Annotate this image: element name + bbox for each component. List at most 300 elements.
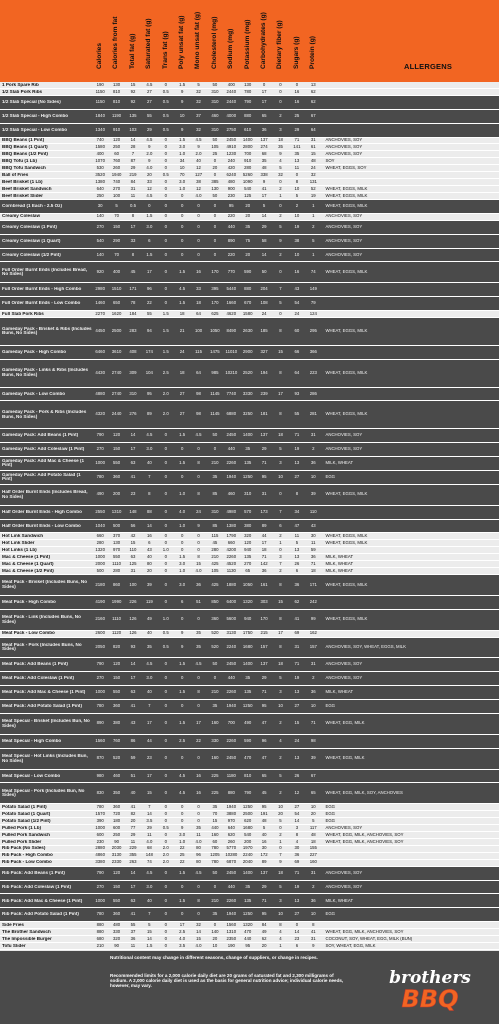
- nutrient-value: 1.5: [146, 943, 153, 948]
- nutrient-value: 2900: [242, 349, 253, 354]
- nutrient-value: 27: [294, 912, 300, 917]
- nutrient-value: 16: [196, 773, 201, 778]
- nutrient-value: 19: [294, 676, 300, 681]
- table-row: [0, 506, 499, 520]
- nutrient-value: 120: [113, 662, 121, 667]
- table-row: [0, 82, 499, 89]
- nutrient-value: 2980: [95, 287, 105, 292]
- table-row: [0, 138, 499, 145]
- nutrient-value: 2.0: [162, 853, 169, 858]
- nutrient-value: 0: [197, 912, 200, 917]
- item-name: Meat Pack: Add Beans (1 Pint): [2, 662, 68, 667]
- table-row: [0, 860, 499, 867]
- nutrient-value: 18: [278, 662, 283, 667]
- nutrient-value: 350: [113, 790, 121, 795]
- nutrient-value: 0: [164, 804, 167, 809]
- nutrient-value: 29: [146, 127, 152, 132]
- nutrient-value: 35: [245, 884, 251, 889]
- nutrient-value: 5: [279, 818, 282, 823]
- nutrient-value: 38: [294, 238, 300, 243]
- nutrient-value: 0: [197, 547, 200, 552]
- nutrient-value: 85: [212, 523, 218, 528]
- item-name: Meat Special - High Combo: [2, 738, 62, 743]
- nutrient-value: 5: [279, 676, 282, 681]
- nutrient-value: 40: [130, 790, 136, 795]
- nutrient-value: 3250: [242, 412, 253, 417]
- nutrient-value: 0: [180, 252, 184, 257]
- table-row: [0, 110, 499, 124]
- nutrient-value: 4320: [95, 412, 105, 417]
- column-header-label: Carbohydrates (g): [260, 12, 267, 69]
- nutrient-value: 18: [278, 433, 283, 438]
- nutrient-value: 0: [279, 270, 282, 274]
- item-name: The Brother Sandwich: [2, 929, 51, 934]
- nutrient-value: 49: [146, 617, 152, 622]
- nutrient-value: 1.5: [179, 461, 186, 466]
- nutrient-value: 970: [227, 818, 235, 823]
- nutrient-value: 37: [130, 929, 136, 934]
- nutrient-value: 10: [310, 804, 316, 809]
- item-name: Full Slab Pork Ribs: [2, 311, 44, 316]
- nutrient-value: 1.0: [162, 617, 169, 622]
- nutrient-value: 1190: [111, 113, 122, 118]
- nutrient-value: 600: [113, 825, 121, 830]
- table-row: [0, 561, 499, 568]
- nutrient-value: 540: [96, 238, 104, 243]
- nutrient-value: 15: [196, 561, 201, 566]
- nutrient-value: 4.0: [195, 193, 202, 198]
- nutrient-value: 310: [244, 492, 252, 497]
- nutrient-value: 22: [179, 846, 185, 851]
- nutrient-value: 520: [113, 756, 121, 761]
- table-row: [0, 770, 499, 784]
- nutrient-value: 295: [309, 329, 317, 334]
- nutrient-value: 1000: [95, 825, 105, 830]
- nutrient-value: 0.5: [162, 113, 169, 118]
- nutrient-value: 780: [96, 912, 104, 917]
- nutrient-value: 0: [197, 617, 200, 622]
- nutrient-value: 1150: [95, 89, 105, 94]
- item-name: Gameday Pack: Add Mac & Cheese (1 Pint): [2, 458, 85, 468]
- nutrient-value: 4.0: [146, 165, 153, 170]
- table-row: [0, 533, 499, 540]
- nutrient-value: 124: [309, 311, 317, 316]
- nutrient-value: 3.0: [179, 179, 186, 184]
- nutrient-value: 1000: [95, 554, 105, 559]
- nutrient-value: 135: [244, 690, 252, 695]
- nutrient-value: 1.5: [162, 329, 169, 334]
- nutrient-value: 17: [130, 676, 136, 681]
- nutrient-value: 36: [310, 690, 316, 695]
- nutrient-value: 6880: [226, 412, 237, 417]
- nutrient-value: 1880: [226, 582, 237, 587]
- allergen-list: WHEAT, EGG, MILK: [325, 756, 365, 761]
- table-row: [0, 89, 499, 96]
- nutrient-value: 40: [146, 898, 152, 903]
- nutrient-value: 29: [146, 825, 152, 830]
- nutrient-value: 171: [309, 582, 317, 587]
- nutrient-value: 14: [146, 936, 152, 941]
- nutrient-value: 6: [148, 238, 151, 243]
- nutrient-value: 125: [244, 193, 252, 198]
- nutrient-value: 660: [227, 540, 235, 545]
- nutrient-value: 17: [130, 447, 136, 452]
- nutrient-value: 36: [196, 582, 201, 587]
- nutrient-value: 94: [146, 329, 152, 334]
- nutrient-value: 227: [309, 853, 317, 858]
- nutrient-value: 17: [261, 89, 267, 94]
- allergen-list: ANCHOVIES, SOY: [325, 252, 363, 257]
- allergen-list: ANCHOVIES, SOY: [325, 884, 363, 889]
- nutrient-value: 140: [211, 929, 219, 934]
- nutrient-value: 19: [294, 884, 300, 889]
- allergen-list: EGG: [325, 474, 336, 479]
- nutrient-value: 29: [130, 165, 136, 170]
- nutrient-value: 29: [261, 884, 267, 889]
- nutrient-value: 5: [279, 224, 282, 229]
- nutrient-value: 2: [279, 756, 282, 761]
- nutrient-value: 0: [213, 922, 217, 927]
- nutrient-value: 24: [196, 509, 201, 514]
- nutrient-value: 35: [196, 825, 201, 830]
- nutrient-value: 60: [212, 839, 218, 844]
- nutrient-value: 137: [260, 433, 268, 438]
- nutrient-value: 74: [310, 270, 316, 274]
- allergen-list: WHEAT, EGG, MILK, SOY, ANCHOVIES: [325, 790, 403, 795]
- nutrient-value: 360: [113, 912, 121, 917]
- item-name: BBQ Beans (1/2 Pint): [2, 151, 48, 156]
- column-header: [96, 2, 104, 76]
- nutrient-value: 89: [261, 860, 267, 865]
- nutrient-value: 28: [130, 145, 136, 150]
- nutrient-value: 440: [227, 884, 235, 889]
- nutrient-value: 1840: [95, 113, 105, 118]
- nutrient-value: 550: [113, 690, 121, 695]
- nutrient-value: 1.5: [146, 252, 153, 257]
- table-row: [0, 811, 499, 818]
- nutrient-value: 0: [164, 870, 167, 875]
- nutrient-value: 0: [197, 204, 200, 209]
- item-name: Meat Pack - Low Combo: [2, 631, 55, 636]
- svg-text:BBQ: BBQ: [401, 985, 459, 1013]
- nutrient-value: 59: [310, 547, 316, 552]
- nutrient-value: 860: [113, 582, 121, 587]
- nutrient-value: 39: [310, 492, 316, 497]
- nutrient-value: 4450: [95, 329, 105, 334]
- nutrient-value: 126: [129, 631, 137, 636]
- nutrient-value: 2450: [226, 138, 237, 143]
- item-name: Creamy Coleslaw (1/2 Pint): [2, 252, 61, 257]
- column-header: [178, 2, 186, 76]
- nutrient-value: 620: [244, 818, 252, 823]
- nutrient-value: 1680: [242, 825, 253, 830]
- nutrient-value: 2440: [111, 412, 122, 417]
- nutrient-value: 98: [196, 391, 201, 396]
- nutrient-value: 8: [312, 922, 315, 927]
- column-header: [162, 2, 170, 76]
- nutrient-value: 6240: [226, 172, 237, 177]
- nutrient-value: 5: [312, 238, 315, 243]
- nutrient-value: 22: [179, 860, 185, 865]
- nutrient-value: 9: [180, 99, 184, 104]
- nutrient-value: 54: [294, 301, 300, 306]
- nutrient-value: 32: [196, 89, 201, 94]
- nutrient-value: 8: [279, 582, 282, 587]
- nutrient-value: 1.5: [179, 82, 186, 87]
- item-name: Pulled Pork Sandwich: [2, 832, 50, 837]
- nutrient-value: 78: [130, 301, 136, 306]
- nutrient-value: 2: [279, 832, 282, 837]
- item-name: BBQ Tofu (1 Lb): [2, 158, 37, 163]
- nutrient-value: 70: [114, 214, 119, 219]
- nutrient-value: 160: [211, 832, 219, 837]
- nutrient-value: 640: [227, 825, 235, 830]
- nutrient-value: 43: [310, 523, 316, 528]
- nutrient-value: 0: [164, 301, 167, 306]
- nutrient-value: 0.5: [162, 99, 169, 104]
- nutrient-value: 0: [197, 447, 200, 452]
- nutrient-value: 327: [260, 349, 268, 354]
- nutrient-value: 1940: [226, 912, 237, 917]
- nutrient-value: 220: [227, 252, 235, 257]
- item-name: 1 Pork Spare Rib: [2, 82, 39, 87]
- nutrient-value: 0: [164, 912, 167, 917]
- nutrient-value: 0: [164, 179, 167, 184]
- nutrient-value: 50: [212, 662, 218, 667]
- item-name: Meat Special - Brisket (Includes Bun, No Sides): [2, 719, 90, 728]
- nutrient-value: 18: [278, 138, 283, 143]
- table-row: [0, 908, 499, 922]
- nutrient-value: 20: [245, 214, 251, 219]
- nutrient-value: 49: [261, 929, 267, 934]
- nutrient-value: 10210: [225, 370, 238, 375]
- nutrient-value: 69: [294, 631, 300, 636]
- nutrient-value: 11: [130, 839, 136, 844]
- nutrient-value: 490: [244, 721, 252, 726]
- nutrient-value: 200: [113, 492, 121, 497]
- item-name: Rib Pack: Add Mac & Cheese (1 Pint): [2, 898, 83, 903]
- nutrient-value: 25: [179, 853, 185, 858]
- nutrient-value: 970: [113, 547, 121, 552]
- nutrient-value: 4190: [95, 599, 105, 604]
- nutrient-value: 36: [261, 568, 267, 573]
- nutrient-value: 185: [260, 329, 268, 334]
- nutrient-value: 220: [227, 214, 235, 219]
- nutrient-value: 1050: [210, 329, 220, 334]
- nutrient-value: 50: [212, 138, 218, 143]
- table-row: [0, 846, 499, 853]
- nutrient-value: 16: [196, 790, 201, 795]
- nutrient-value: 790: [96, 870, 104, 875]
- nutrient-value: 880: [244, 287, 252, 292]
- item-name: Mac & Cheese (1/2 Pint): [2, 568, 54, 573]
- nutrient-value: 1205: [210, 853, 220, 858]
- nutrient-value: 0: [279, 547, 282, 552]
- nutrient-value: 1110: [112, 561, 122, 566]
- nutrient-value: 0: [279, 825, 282, 830]
- nutrient-value: 141: [293, 145, 301, 150]
- nutrient-value: 5600: [226, 617, 237, 622]
- nutrient-value: 3: [279, 461, 282, 466]
- column-header: [227, 2, 235, 76]
- nutrient-value: 174: [145, 349, 153, 354]
- nutrient-value: 5: [295, 540, 299, 545]
- nutrient-value: 87: [130, 158, 136, 163]
- nutrient-value: 239: [260, 391, 268, 396]
- nutrient-value: 270: [96, 676, 104, 681]
- nutrient-value: 400: [113, 270, 121, 274]
- nutrient-value: 1120: [111, 631, 122, 636]
- nutrient-value: 22: [146, 301, 152, 306]
- table-row: [0, 158, 499, 165]
- nutrient-value: 36: [310, 898, 316, 903]
- nutrient-value: 24: [294, 311, 300, 316]
- nutrient-value: 0: [164, 224, 167, 229]
- nutrient-value: 35: [245, 224, 251, 229]
- item-name: Potato Salad (1/2 Pint): [2, 818, 51, 823]
- nutrient-value: 250: [113, 832, 121, 837]
- nutrient-value: 27: [294, 704, 300, 709]
- nutrient-value: 9: [262, 179, 266, 184]
- nutrient-value: 4910: [226, 145, 237, 150]
- nutrient-value: 96: [146, 287, 152, 292]
- item-name: Side Fries: [2, 922, 24, 927]
- item-name: Beef Brisket (1 Lb): [2, 179, 43, 184]
- nutrient-value: 0: [180, 811, 184, 816]
- table-row: [0, 554, 499, 561]
- nutrient-value: 64: [196, 311, 201, 316]
- allergen-list: WHEAT, EGGS, SOY: [325, 165, 367, 170]
- nutrient-value: 14: [294, 818, 300, 823]
- nutrient-value: 0.5: [129, 204, 136, 209]
- nutrient-value: 0: [164, 151, 167, 156]
- nutrient-value: 620: [227, 832, 235, 837]
- nutrient-value: 14: [261, 252, 267, 257]
- nutrient-value: 5: [279, 884, 282, 889]
- item-name: The Impossible Burger: [2, 936, 52, 941]
- nutrient-value: 0: [213, 676, 217, 681]
- nutrient-value: 0: [197, 224, 200, 229]
- nutrient-value: 4.0: [146, 839, 153, 844]
- nutrient-value: 1580: [95, 145, 105, 150]
- nutrient-value: 71: [310, 721, 316, 726]
- table-row: [0, 221, 499, 235]
- nutrient-value: 48: [261, 818, 267, 823]
- nutrient-value: 3.0: [179, 145, 186, 150]
- nutrient-value: 250: [96, 193, 104, 198]
- nutrient-value: 2450: [226, 433, 237, 438]
- nutrient-value: 88: [146, 509, 152, 514]
- allergen-list: SOY: [325, 158, 335, 163]
- nutrient-value: 540: [244, 832, 252, 837]
- nutrient-value: 31: [130, 186, 136, 191]
- table-row: [0, 881, 499, 895]
- allergen-list: COCONUT, SOY, WHEAT, EGG, MILK (BUN): [325, 936, 413, 941]
- nutrient-value: 5: [312, 818, 315, 823]
- nutrient-value: 61: [310, 145, 316, 150]
- item-name: Full Order Burnt Ends - High Combo: [2, 287, 82, 292]
- nutrient-value: 0: [164, 509, 167, 514]
- nutrient-value: 0: [197, 818, 200, 823]
- nutrient-value: 6870: [226, 860, 237, 865]
- nutrient-value: 11: [196, 832, 201, 837]
- table-row: [0, 936, 499, 943]
- nutrient-value: 8: [279, 370, 282, 375]
- nutrient-value: 51: [130, 773, 136, 778]
- nutrient-value: 0: [180, 533, 184, 538]
- table-row: [0, 144, 499, 151]
- nutrient-value: 137: [260, 138, 268, 143]
- nutrient-value: 3.5: [179, 943, 186, 948]
- nutrient-value: 1660: [226, 301, 237, 306]
- allergen-list: WHEAT, EGGS, MILK: [325, 204, 368, 209]
- nutrient-value: 0: [197, 756, 200, 761]
- nutrient-value: 194: [260, 370, 268, 375]
- nutrient-value: 36: [310, 461, 316, 466]
- nutrient-value: 0: [262, 82, 266, 87]
- nutrient-value: 0: [197, 884, 200, 889]
- nutrient-value: 3.0: [179, 582, 186, 587]
- table-row: [0, 610, 499, 631]
- nutrient-value: 1.5: [179, 554, 186, 559]
- nutrient-value: 480: [227, 179, 235, 184]
- nutrient-value: 210: [211, 461, 219, 466]
- nutrient-value: 43: [146, 547, 152, 552]
- nutrient-value: 4.5: [146, 138, 153, 143]
- nutrient-value: 370: [113, 533, 121, 538]
- nutrient-value: 63: [130, 461, 136, 466]
- nutrient-value: 2450: [226, 756, 237, 761]
- nutrient-value: 380: [244, 523, 252, 528]
- nutrient-value: 0: [180, 676, 184, 681]
- item-name: Meat Pack - Link (Includes Buns, No Sides): [2, 614, 81, 624]
- nutrient-value: 0: [164, 447, 167, 452]
- nutrient-value: 36: [294, 853, 300, 858]
- nutrient-value: 64: [196, 370, 201, 375]
- table-row: [0, 471, 499, 485]
- nutrient-value: 190: [227, 943, 235, 948]
- nutrient-value: 17: [130, 884, 136, 889]
- allergen-list: SOY, WHEAT, EGG, MILK: [325, 943, 376, 948]
- nutrient-value: 44: [146, 738, 152, 743]
- nutrient-value: 204: [260, 287, 268, 292]
- nutrient-value: 460: [227, 492, 235, 497]
- nutrient-value: 13: [294, 898, 300, 903]
- nutrient-value: 6460: [95, 349, 105, 354]
- nutrient-value: 640: [96, 186, 104, 191]
- nutrient-value: 27: [179, 412, 185, 417]
- nutrient-value: 440: [244, 936, 252, 941]
- nutrient-value: 1180: [226, 773, 236, 778]
- nutrient-value: 135: [129, 113, 137, 118]
- nutrient-value: 71: [310, 561, 316, 566]
- item-name: Rib Pack: Add Coleslaw (1 Pint): [2, 884, 72, 889]
- nutrient-value: 17: [130, 224, 136, 229]
- item-name: Pulled Pork Slider: [2, 839, 42, 844]
- nutrient-value: 1460: [95, 301, 105, 306]
- item-name: Creamy Coleslaw (1 Quart): [2, 238, 61, 243]
- table-row: [0, 360, 499, 388]
- item-name: BBQ Beans (1 Pint): [2, 138, 45, 143]
- nutrient-value: 92: [130, 89, 136, 94]
- nutrient-value: 0: [213, 447, 217, 452]
- nutrient-value: 90: [114, 943, 119, 948]
- nutrient-value: 263: [129, 860, 137, 865]
- nutrient-value: 104: [145, 370, 153, 375]
- nutrient-value: 780: [96, 804, 104, 809]
- nutrient-value: 5: [115, 204, 118, 209]
- nutrient-value: 2240: [226, 645, 237, 650]
